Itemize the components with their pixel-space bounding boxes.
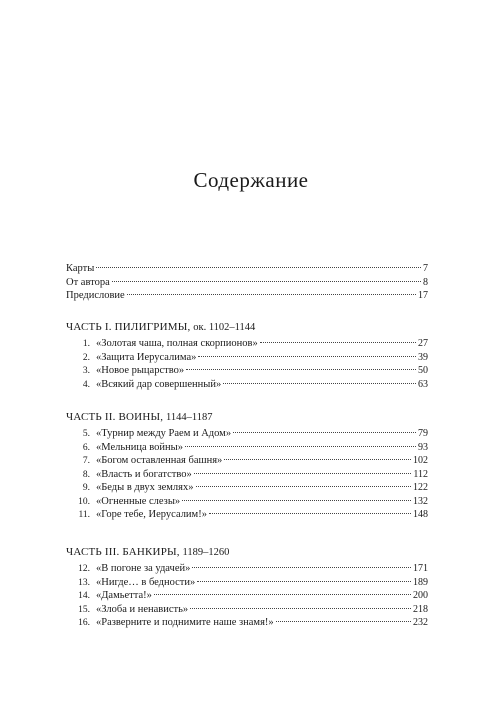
leader-dots [96,266,421,268]
part-title: ЧАСТЬ III. БАНКИРЫ, [66,546,180,558]
chapter-page: 189 [413,576,428,588]
part-title: ЧАСТЬ I. ПИЛИГРИМЫ, [66,321,191,333]
chapter-number: 10. [78,496,90,507]
chapter-title: «Турнир между Раем и Адом» [96,428,232,439]
front-matter-list [66,262,428,303]
part-dates: 1144–1187 [165,412,213,423]
part-heading [66,545,428,559]
part-3 [66,545,428,630]
chapter-entry [66,603,428,617]
chapter-number: 6. [82,442,90,453]
chapter-number: 11. [78,510,90,520]
chapter-page: 27 [418,338,428,349]
leader-dots [233,431,416,433]
chapter-number: 13. [78,577,90,588]
chapter-title: «Горе тебе, Иерусалим!» [96,509,207,520]
leader-dots [154,593,411,595]
chapter-entry [66,576,428,590]
part-title: ЧАСТЬ II. ВОИНЫ, [66,411,164,423]
part-dates: 1189–1260 [182,547,230,558]
entry-page: 8 [423,276,428,288]
chapter-entry [66,378,428,392]
chapter-title: «Новое рыцарство» [96,365,185,376]
entry-page: 7 [423,263,428,274]
chapter-page: 112 [413,468,428,480]
chapter-title: «Нигде… в бедности» [96,576,196,588]
entry-label: Карты [66,263,95,274]
chapter-number: 15. [78,604,90,615]
chapter-number: 1. [82,339,90,349]
chapter-number: 3. [82,366,90,376]
toc-entry [66,289,428,303]
chapter-title: «Защита Иерусалима» [96,351,197,363]
chapter-number: 14. [78,591,90,601]
chapter-entry [66,495,428,509]
leader-dots [197,580,411,582]
chapter-title: «В погоне за удачей» [96,563,191,574]
chapter-page: 232 [413,617,428,628]
chapter-page: 148 [413,509,428,520]
chapter-page: 200 [413,590,428,601]
leader-dots [276,620,411,622]
chapter-number: 8. [82,469,90,480]
chapter-title: «Богом оставленная башня» [96,455,223,466]
chapter-number: 12. [78,564,90,574]
chapter-title: «Всякий дар совершенный» [96,378,222,390]
part-2 [66,410,428,522]
chapter-page: 102 [413,455,428,466]
leader-dots [198,355,416,357]
part-heading [66,410,428,424]
leader-dots [223,382,416,384]
leader-dots [209,512,411,514]
chapter-entry [66,468,428,482]
chapter-title: «Разверните и поднимите наше знамя!» [96,617,274,628]
chapter-entry [66,427,428,441]
chapter-title: «Власть и богатство» [96,468,192,480]
leader-dots [260,341,416,343]
chapter-number: 9. [82,483,90,493]
chapter-entry [66,364,428,378]
leader-dots [182,499,411,501]
page-title: Содержание [193,168,309,192]
chapter-entry [66,481,428,495]
chapter-entry [66,441,428,455]
chapter-page: 39 [418,351,428,363]
part-dates: ок. 1102–1144 [193,322,256,333]
chapter-page: 171 [413,563,428,574]
chapter-number: 5. [82,429,90,439]
chapter-title: «Злоба и ненависть» [96,603,189,615]
leader-dots [185,445,416,447]
chapter-page: 93 [418,441,428,453]
chapter-page: 132 [413,495,428,507]
chapter-number: 2. [82,352,90,363]
chapter-entry [66,589,428,603]
chapter-title: «Беды в двух землях» [96,482,194,493]
entry-label: Предисловие [66,290,125,301]
chapter-entry [66,562,428,576]
chapter-entry [66,351,428,365]
leader-dots [190,607,411,609]
chapter-entry [66,337,428,351]
chapter-number: 7. [82,456,90,466]
chapter-title: «Дамьетта!» [96,590,152,601]
entry-page: 17 [418,290,428,301]
chapter-number: 4. [82,379,90,390]
chapter-entry [66,616,428,630]
chapter-page: 63 [418,378,428,390]
chapter-page: 122 [413,482,428,493]
leader-dots [224,458,411,460]
chapter-title: «Золотая чаша, полная скорпионов» [96,338,258,349]
chapter-number: 16. [78,618,90,628]
toc-entry [66,262,428,276]
leader-dots [196,485,412,487]
leader-dots [112,280,421,282]
toc-entry [66,276,428,290]
chapter-page: 218 [413,603,428,615]
chapter-entry [66,508,428,522]
leader-dots [192,566,411,568]
chapter-title: «Огненные слезы» [96,495,181,507]
chapter-title: «Мельница войны» [96,441,183,453]
leader-dots [127,293,416,295]
leader-dots [186,368,416,370]
chapter-page: 79 [418,428,428,439]
chapter-entry [66,454,428,468]
part-heading [66,320,428,334]
leader-dots [194,472,412,474]
chapter-page: 50 [418,365,428,376]
part-1 [66,320,428,391]
entry-label: От автора [66,276,110,288]
